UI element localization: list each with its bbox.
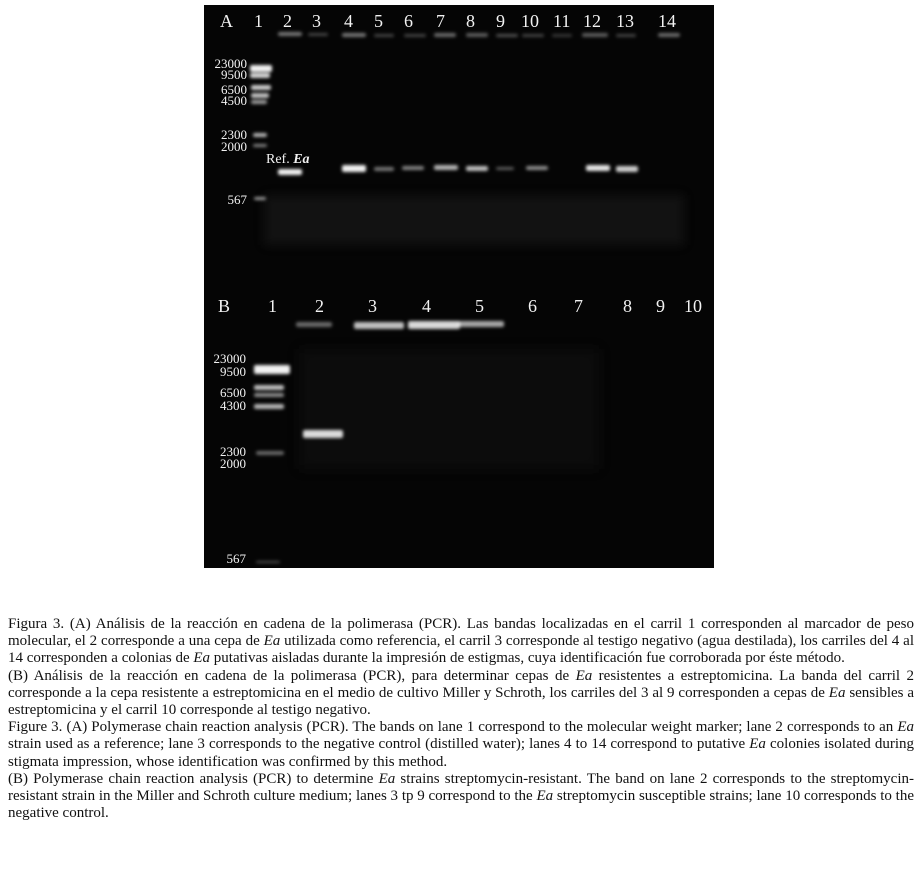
lane-label-b-7: 7	[574, 296, 583, 316]
gel-a-band-16	[526, 166, 548, 170]
figure-caption	[8, 616, 914, 822]
marker-label-a-6500: 6500	[221, 82, 247, 97]
gel-bands-b	[204, 289, 714, 568]
gel-a-band-22	[374, 34, 394, 37]
gel-a-band-13	[434, 165, 458, 170]
gel-b-band-4	[254, 404, 284, 409]
lane-label-a-5: 5	[374, 11, 383, 31]
caption-en-b: (B) Polymerase chain reaction analysis (PCR) to determine Ea strains streptomycin-resistant. The band on lane 2 corresponds to the streptomycin-resistant strain in the Miller and Schroth culture medium; lanes 3 tp 9 correspond to the Ea streptomycin susceptible strains; lane 10 corresponds to the negative control.	[8, 770, 914, 822]
gel-a-band-26	[496, 34, 518, 37]
gel-a-band-18	[616, 166, 638, 172]
gel-a-band-3	[251, 85, 271, 90]
caption-es-a: Figura 3. (A) Análisis de la reacción en cadena de la polimerasa (PCR). Las bandas localizadas en el carril 1 corresponden al marcador de peso molecular, el 2 corresponde a una cepa de Ea utilizada como referencia, el carril 3 corresponde al testigo negativo (agua destilada), los carriles del 4 al 14 corresponden a colonias de Ea putativas aisladas durante la impresión de estigmas, cuya identificación fue corroborada por éste método.	[8, 616, 914, 667]
gel-a-band-15	[496, 167, 514, 170]
gel-b-band-8	[296, 322, 332, 327]
marker-label-a-4500: 4500	[221, 93, 247, 108]
gel-a-band-4	[251, 93, 269, 98]
lane-label-a-14: 14	[658, 11, 676, 31]
gel-b-band-2	[254, 385, 284, 390]
gel-a-band-7	[253, 144, 267, 147]
gel-a-band-10	[342, 165, 366, 172]
reference-label: Ref. Ea	[266, 152, 310, 167]
marker-label-a-567: 567	[227, 192, 247, 207]
gel-a-band-6	[253, 133, 267, 137]
gel-a-band-24	[434, 33, 456, 37]
lane-label-b-6: 6	[528, 296, 537, 316]
caption-en-a: Figure 3. (A) Polymerase chain reaction analysis (PCR). The bands on lane 1 correspond to the molecular weight marker; lane 2 corresponds to an Ea strain used as a reference; lane 3 corresponds to the negative control (distilled water); lanes 4 to 14 correspond to putative Ea colonies isolated during stigmata impression, whose identification was confirmed by this method.	[8, 719, 914, 770]
lane-label-b-8: 8	[623, 296, 632, 316]
gel-a-band-29	[582, 33, 608, 37]
gel-a-band-28	[552, 34, 572, 37]
gel-b-band-6	[256, 561, 280, 563]
gel-b-band-1	[254, 365, 290, 374]
lane-label-a-4: 4	[344, 11, 353, 31]
panel-letter-b: B	[218, 296, 231, 316]
marker-label-b-2000: 2000	[220, 456, 246, 471]
lane-label-b-1: 1	[268, 296, 277, 316]
panel-letter-a: A	[220, 11, 233, 31]
gel-a-band-11	[374, 167, 394, 171]
gel-b-band-11	[458, 321, 504, 327]
gel-a-band-17	[586, 165, 610, 171]
marker-label-b-567: 567	[226, 551, 246, 566]
marker-label-b-4300: 4300	[220, 398, 246, 413]
marker-label-a-2000: 2000	[221, 139, 247, 154]
lane-label-b-9: 9	[656, 296, 665, 316]
gel-a-band-27	[522, 34, 544, 37]
gel-image-b	[204, 289, 714, 568]
lane-label-b-2: 2	[315, 296, 324, 316]
gel-a-band-12	[402, 166, 424, 170]
lane-label-b-4: 4	[422, 296, 431, 316]
gel-a-band-8	[254, 197, 266, 200]
gel-a-band-9	[278, 169, 302, 175]
lane-label-a-1: 1	[254, 11, 263, 31]
gel-a-band-30	[616, 34, 636, 37]
gel-a-band-25	[466, 33, 488, 37]
gel-b-band-9	[354, 322, 404, 329]
marker-label-b-2300: 2300	[220, 444, 246, 459]
gel-a-band-21	[342, 33, 366, 37]
gel-a-band-5	[251, 100, 267, 104]
gel-bands-a	[204, 5, 714, 289]
marker-label-a-23000: 23000	[214, 56, 247, 71]
lane-label-a-11: 11	[553, 11, 571, 31]
lane-label-a-9: 9	[496, 11, 505, 31]
marker-label-b-23000: 23000	[213, 351, 246, 366]
gel-b-band-3	[254, 393, 284, 397]
lane-label-b-5: 5	[475, 296, 484, 316]
gel-a-band-1	[250, 65, 272, 72]
lane-label-a-7: 7	[436, 11, 445, 31]
gel-a-band-20	[308, 33, 328, 36]
gel-a-band-14	[466, 166, 488, 171]
lane-label-a-12: 12	[583, 11, 601, 31]
lane-label-b-3: 3	[368, 296, 377, 316]
lane-label-a-2: 2	[283, 11, 292, 31]
lane-label-a-6: 6	[404, 11, 413, 31]
lane-label-a-8: 8	[466, 11, 475, 31]
gel-b-band-5	[256, 451, 284, 455]
gel-b-band-7	[303, 430, 343, 438]
gel-a-band-19	[278, 32, 302, 36]
gel-b-band-10	[408, 321, 460, 329]
marker-label-b-6500: 6500	[220, 385, 246, 400]
marker-label-b-9500: 9500	[220, 364, 246, 379]
gel-image-a	[204, 5, 714, 289]
caption-es-b: (B) Análisis de la reacción en cadena de la polimerasa (PCR), para determinar cepas de Ea resistentes a estreptomicina. La banda del carril 2 corresponde a la cepa resistente a estreptomicina en el medio de cultivo Miller y Schroth, los carriles del 3 al 9 corresponden a cepas de Ea sensibles a estreptomicina y el carril 10 corresponde al testigo negativo.	[8, 667, 915, 719]
gel-a-band-2	[250, 73, 270, 78]
lane-label-a-13: 13	[616, 11, 634, 31]
marker-label-a-9500: 9500	[221, 67, 247, 82]
lane-label-a-10: 10	[521, 11, 539, 31]
lane-label-a-3: 3	[312, 11, 321, 31]
gel-a-band-23	[404, 34, 426, 37]
gel-a-band-31	[658, 33, 680, 37]
marker-label-a-2300: 2300	[221, 127, 247, 142]
lane-label-b-10: 10	[684, 296, 702, 316]
